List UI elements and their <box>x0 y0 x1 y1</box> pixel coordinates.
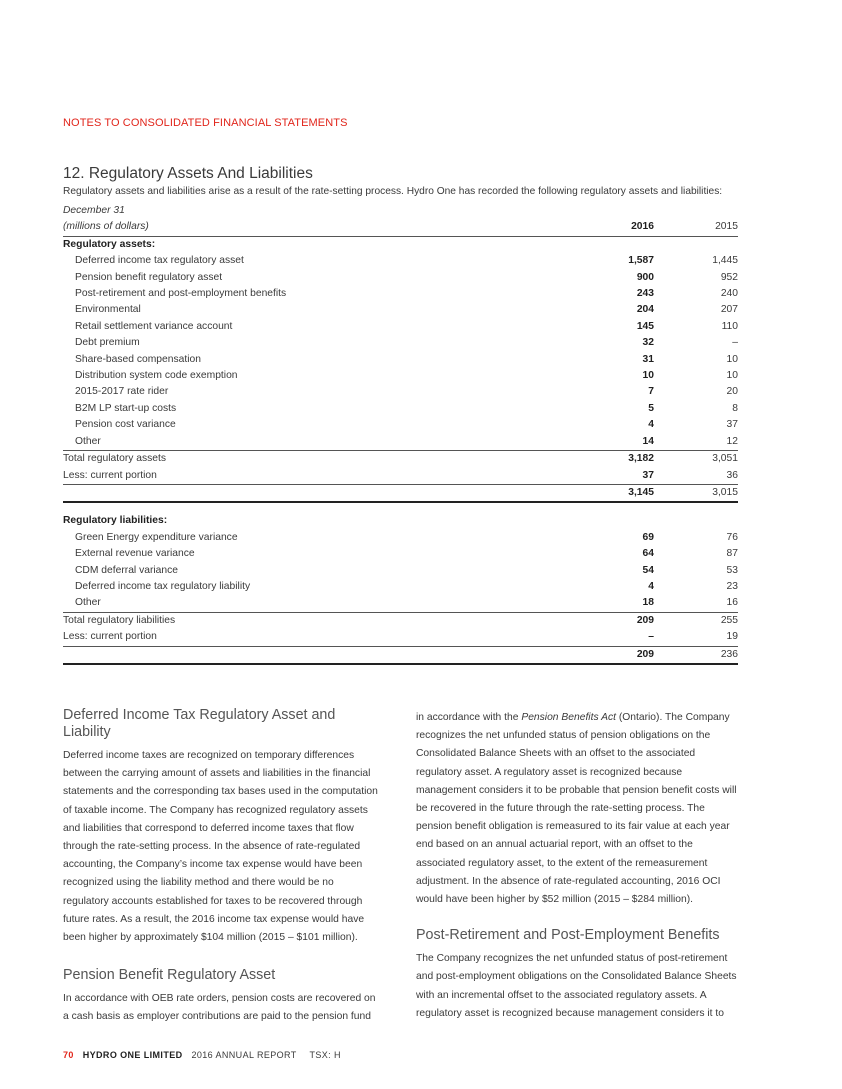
row-label: 2015-2017 rate rider <box>75 386 169 398</box>
row-label: Pension benefit regulatory asset <box>75 271 223 283</box>
cell-2016: 14 <box>642 435 654 447</box>
cell-2015: 16 <box>726 597 738 609</box>
table-row <box>63 401 738 417</box>
table-header-row <box>63 219 738 236</box>
row-label: Other <box>75 435 101 447</box>
cell-2015: 207 <box>720 304 738 316</box>
paragraph-pension-benefit-cont <box>416 709 738 909</box>
table-row <box>63 563 738 579</box>
heading-post-retirement: Post-Retirement and Post-Employment Benefits <box>416 927 720 944</box>
cell-2015: 23 <box>726 580 738 592</box>
row-label: Total regulatory liabilities <box>63 612 574 629</box>
row-label: Post-retirement and post-employment benefits <box>75 288 287 300</box>
table-row <box>63 579 738 595</box>
assets-heading-row <box>63 236 738 253</box>
cell-2016: 5 <box>648 402 654 414</box>
table-row <box>63 595 738 612</box>
assets-heading: Regulatory assets: <box>63 238 156 250</box>
row-label: Environmental <box>75 304 141 316</box>
regulatory-table <box>63 203 738 665</box>
table-row <box>63 546 738 562</box>
cell-2016: 209 <box>574 646 654 664</box>
cell-2016: 64 <box>642 548 654 560</box>
col-2015-header: 2015 <box>654 219 738 236</box>
pension-text-rest: (Ontario). The Company recognizes the net unfunded status of pension obligations on the Consolidated Balance Sheets with an offset to the associated regulatory asset. A regulatory asset is recognized because management considers it to be probable that pension benefit costs will be recovered in the future through the rate-setting process. The pension benefit obligation is remeasured to its fair value at each year end based on an annual actuarial report, with an offset to the associated regulatory asset, to the extent of the remeasurement adjustment. In the absence of rate-regulated accounting, 2016 OCI would have been higher by $52 million (2015 – $284 million). <box>416 712 737 906</box>
cell-2015: 236 <box>654 646 738 664</box>
cell-2015: 110 <box>721 320 738 332</box>
company-name: HYDRO ONE LIMITED <box>82 1050 183 1060</box>
table-row <box>63 335 738 351</box>
cell-2016: 204 <box>636 304 654 316</box>
pension-text-lead: in accordance with the <box>416 712 522 723</box>
table-row <box>63 434 738 451</box>
cell-2016: 31 <box>642 353 654 365</box>
cell-2016: 37 <box>642 469 654 481</box>
liabilities-total-row <box>63 612 738 629</box>
cell-2016: 4 <box>648 580 654 592</box>
cell-2015: 10 <box>726 353 738 365</box>
table-row <box>63 530 738 546</box>
cell-2015: 36 <box>726 469 738 481</box>
cell-2015: 255 <box>654 612 738 629</box>
assets-net-row <box>63 484 738 502</box>
row-label: Green Energy expenditure variance <box>75 531 238 543</box>
cell-2016: 18 <box>642 597 654 609</box>
cell-2015: 240 <box>720 288 738 300</box>
col-2016-header: 2016 <box>574 219 654 236</box>
page-number: 70 <box>63 1050 74 1060</box>
section-title: 12. Regulatory Assets And Liabilities <box>63 165 313 182</box>
right-column <box>416 709 738 1023</box>
cell-2016: 243 <box>636 288 654 300</box>
page-footer <box>63 1050 341 1060</box>
cell-2015: 20 <box>726 386 738 398</box>
row-label: External revenue variance <box>75 548 195 560</box>
cell-2016: 209 <box>574 612 654 629</box>
heading-deferred-income-tax: Deferred Income Tax Regulatory Asset and Liability <box>63 707 336 740</box>
row-label: Total regulatory assets <box>63 451 574 468</box>
table-row <box>63 302 738 318</box>
assets-current-row <box>63 468 738 485</box>
cell-2016: 4 <box>648 419 654 431</box>
row-label: CDM deferral variance <box>75 564 179 576</box>
paragraph-post-retirement: The Company recognizes the net unfunded status of post-retirement and post-employment obligations on the Consolidated Balance Sheets with an incremental offset to the associated regulatory assets. A regulatory asset is recognized because management considers it to <box>416 953 737 1019</box>
cell-2015: 76 <box>726 531 738 543</box>
table-period-row <box>63 203 738 219</box>
liabilities-heading-row <box>63 513 738 529</box>
row-label: Deferred income tax regulatory asset <box>75 255 244 267</box>
liabilities-heading: Regulatory liabilities: <box>63 515 168 527</box>
row-label: Deferred income tax regulatory liability <box>75 580 251 592</box>
row-label: Debt premium <box>75 337 140 349</box>
paragraph-deferred-income-tax: Deferred income taxes are recognized on temporary differences between the carrying amount of assets and liabilities in the financial statements and the corresponding tax bases used in the computation of taxable income. The Company has recognized regulatory assets and liabilities that correspond to deferred income taxes that flow through the rate-setting process. In the absence of rate-regulated accounting, the Company’s income tax expense would have been recognized using the liability method and there would be no regulatory accounts established for taxes to be recovered through future rates. As a result, the 2016 income tax expense would have been higher by approximately $104 million (2015 – $101 million). <box>63 750 378 944</box>
cell-2016: 3,182 <box>574 451 654 468</box>
cell-2016: 1,587 <box>628 255 654 267</box>
cell-2015: 12 <box>726 435 738 447</box>
table-row <box>63 352 738 368</box>
cell-2015: 1,445 <box>712 255 738 267</box>
row-label: Less: current portion <box>63 631 157 643</box>
cell-2016: – <box>648 631 654 643</box>
cell-2016: 900 <box>636 271 654 283</box>
cell-2016: 54 <box>642 564 654 576</box>
row-label: Other <box>75 597 101 609</box>
cell-2015: 37 <box>726 419 738 431</box>
cell-2015: 19 <box>726 631 738 643</box>
cell-2016: 32 <box>642 337 654 349</box>
liabilities-current-row <box>63 629 738 646</box>
cell-2015: 10 <box>726 370 738 382</box>
row-label: Less: current portion <box>63 469 157 481</box>
table-row <box>63 270 738 286</box>
cell-2015: 8 <box>732 402 738 414</box>
ticker: TSX: H <box>309 1050 341 1060</box>
cell-2015: 3,051 <box>654 451 738 468</box>
table-row <box>63 368 738 384</box>
cell-2015: 952 <box>720 271 738 283</box>
heading-pension-benefit: Pension Benefit Regulatory Asset <box>63 967 276 984</box>
pension-act-title: Pension Benefits Act <box>521 712 616 723</box>
table-row <box>63 253 738 269</box>
cell-2015: 53 <box>726 564 738 576</box>
row-label: Share-based compensation <box>75 353 201 365</box>
liabilities-net-row <box>63 646 738 664</box>
table-row <box>63 417 738 433</box>
cell-2015: 3,015 <box>654 484 738 502</box>
cell-2015: 87 <box>726 548 738 560</box>
cell-2015: – <box>732 337 738 349</box>
cell-2016: 7 <box>648 386 654 398</box>
row-label: B2M LP start-up costs <box>75 402 177 414</box>
paragraph-pension-benefit-start: In accordance with OEB rate orders, pension costs are recovered on a cash basis as employer contributions are paid to the pension fund <box>63 993 376 1023</box>
row-label: Distribution system code exemption <box>75 370 238 382</box>
cell-2016: 69 <box>642 531 654 543</box>
cell-2016: 3,145 <box>574 484 654 502</box>
table-row <box>63 286 738 302</box>
running-header: NOTES TO CONSOLIDATED FINANCIAL STATEMENTS <box>63 117 348 129</box>
row-label: Pension cost variance <box>75 419 176 431</box>
period-label: December 31 <box>63 205 125 216</box>
assets-total-row <box>63 451 738 468</box>
unit-label: (millions of dollars) <box>63 219 574 236</box>
cell-2016: 145 <box>636 320 654 332</box>
cell-2016: 10 <box>642 370 654 382</box>
left-column <box>63 707 381 1027</box>
table-row <box>63 384 738 400</box>
table-row <box>63 319 738 335</box>
section-intro: Regulatory assets and liabilities arise as a result of the rate-setting process. Hydro One has recorded the following regulatory assets and liabilities: <box>63 186 723 197</box>
report-name: 2016 ANNUAL REPORT <box>191 1050 297 1060</box>
row-label: Retail settlement variance account <box>75 320 233 332</box>
